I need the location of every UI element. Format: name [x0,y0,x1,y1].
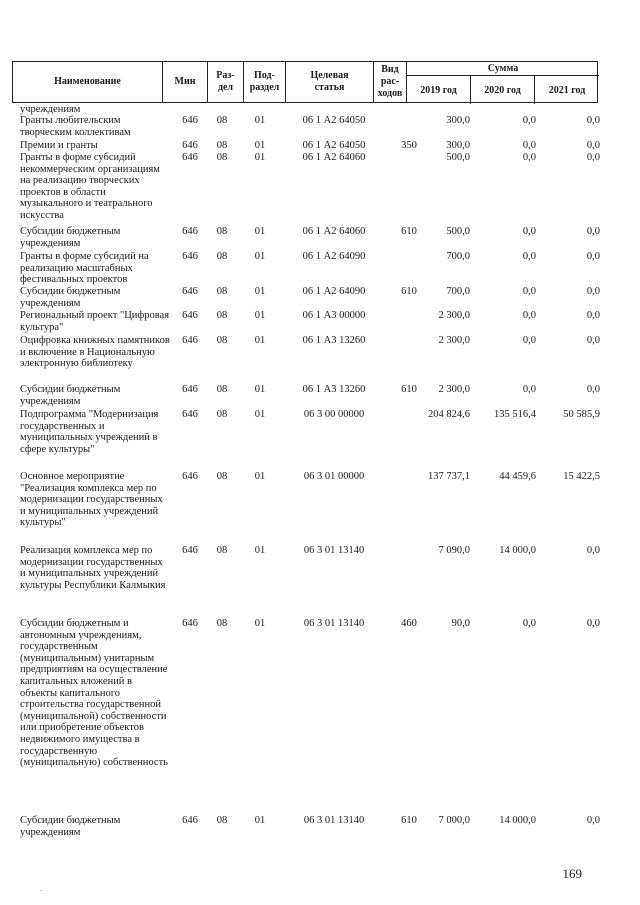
cell-y21: 0,0 [586,286,600,297]
cell-prz: 01 [254,815,266,826]
header-celevaya: Целевая статья [286,62,374,102]
cell-y21: 0,0 [586,618,600,629]
cell-name: Премии и гранты [20,140,98,151]
cell-name: Субсидии бюджетным учреждениям [20,815,121,838]
cell-rz: 08 [216,226,228,237]
cell-vr: 610 [401,226,417,237]
cell-name: Субсидии бюджетным учреждениям [20,226,121,249]
cell-cel: 06 1 А2 64060 [302,226,366,237]
cell-y20: 0,0 [522,286,536,297]
cell-cel: 06 3 01 13140 [303,815,365,826]
cell-y19: 204 824,6 [428,409,470,420]
cell-y21: 0,0 [586,815,600,826]
cell-rz: 08 [216,384,228,395]
cell-rz: 08 [216,545,228,556]
cell-vr: 460 [401,618,417,629]
cell-name: Субсидии бюджетным учреждениям [20,286,121,309]
cell-name: Субсидии бюджетным учреждениям [20,384,121,407]
cell-y19: 7 000,0 [438,815,470,826]
cell-prz: 01 [254,471,266,482]
cell-y20: 14 000,0 [499,545,536,556]
cell-y20: 0,0 [522,140,536,151]
header-summa: Сумма [407,62,599,76]
cell-y20: 0,0 [522,115,536,126]
cell-prz: 01 [254,384,266,395]
cell-min: 646 [182,471,198,482]
cell-y19: 300,0 [446,140,470,151]
cell-y19: 137 737,1 [428,471,470,482]
cell-prz: 01 [254,140,266,151]
cell-y21: 0,0 [586,310,600,321]
cell-rz: 08 [216,251,228,262]
cell-name: Гранты любительским творческим коллективам [20,115,131,138]
cell-y21: 0,0 [586,545,600,556]
cell-name: Реализация комплекса мер по модернизации государственных и муниципальных учреждений культуры Республики Калмыкия [20,545,166,591]
cell-rz: 08 [216,409,228,420]
cell-rz: 08 [216,335,228,346]
cell-name: Региональный проект "Цифровая культура" [20,310,170,333]
cell-y21: 0,0 [586,335,600,346]
cell-cel: 06 1 А2 64090 [302,286,366,297]
cell-vr: 350 [401,140,417,151]
cell-name: Гранты в форме субсидий некоммерческим организациям на реализацию творческих проектов в области музыкального и театрального искусства [20,152,160,221]
cell-min: 646 [182,545,198,556]
cell-y19: 2 300,0 [438,335,470,346]
cell-prz: 01 [254,618,266,629]
cell-vr: 610 [401,384,417,395]
cell-rz: 08 [216,618,228,629]
cell-rz: 08 [216,286,228,297]
cell-cel: 06 3 00 00000 [303,409,365,420]
cell-y20: 44 459,6 [499,471,536,482]
cell-min: 646 [182,618,198,629]
cell-prz: 01 [254,251,266,262]
cell-y19: 7 090,0 [438,545,470,556]
cell-rz: 08 [216,310,228,321]
cell-cel: 06 3 01 00000 [303,471,365,482]
cell-rz: 08 [216,815,228,826]
cell-y21: 0,0 [586,152,600,163]
cell-y20: 0,0 [522,310,536,321]
cell-prz: 01 [254,286,266,297]
cell-cel: 06 1 А2 64050 [302,140,366,151]
cell-vr: 610 [401,815,417,826]
cell-min: 646 [182,286,198,297]
cell-prz: 01 [254,545,266,556]
header-2020: 2020 год [471,76,535,104]
table-header [12,61,598,103]
cell-vr: 610 [401,286,417,297]
cell-prz: 01 [254,152,266,163]
cell-y21: 0,0 [586,251,600,262]
cell-y19: 300,0 [446,115,470,126]
header-podrazdel: Под- раздел [244,62,286,102]
cell-y21: 0,0 [586,226,600,237]
cell-name: Основное мероприятие "Реализация комплекса мер по модернизации государственных и муниципальных учреждений культуры" [20,471,163,529]
cell-y21: 0,0 [586,115,600,126]
cell-cel: 06 3 01 13140 [303,545,365,556]
cell-y19: 2 300,0 [438,310,470,321]
cell-cel: 06 3 01 13140 [303,618,365,629]
page-number: 169 [562,866,582,881]
cell-rz: 08 [216,115,228,126]
cell-y20: 0,0 [522,335,536,346]
cell-y21: 15 422,5 [563,471,600,482]
header-min: Мин [163,62,208,102]
cell-y20: 0,0 [522,152,536,163]
cell-prz: 01 [254,115,266,126]
cell-y19: 700,0 [446,286,470,297]
header-name: Наименование [13,62,163,102]
cell-cel: 06 1 А2 64050 [302,115,366,126]
cell-min: 646 [182,226,198,237]
cell-min: 646 [182,251,198,262]
cell-name: Оцифровка книжных памятников и включение в Национальную электронную библиотеку [20,335,170,370]
cell-y21: 0,0 [586,140,600,151]
cell-y19: 90,0 [451,618,470,629]
cell-name: Субсидии бюджетным и автономным учреждениям, государственным (муниципальным) унитарным предприятиям на осуществление капитальных вложений в объекты капитального строительства государственной (муниципальной) собственности или приобретение объектов недвижимого имущества в государственную (муниципальную) собственность [20,618,168,769]
cell-min: 646 [182,115,198,126]
cell-y20: 0,0 [522,384,536,395]
cell-name: учреждениям [20,104,81,115]
cell-rz: 08 [216,471,228,482]
cell-min: 646 [182,335,198,346]
cell-min: 646 [182,152,198,163]
footer-mark: . [40,884,42,893]
cell-rz: 08 [216,152,228,163]
cell-y21: 0,0 [586,384,600,395]
cell-cel: 06 1 А3 00000 [302,310,366,321]
cell-min: 646 [182,815,198,826]
cell-cel: 06 1 А3 13260 [302,384,366,395]
cell-y19: 500,0 [446,226,470,237]
cell-cel: 06 1 А2 64090 [302,251,366,262]
cell-prz: 01 [254,409,266,420]
cell-y19: 700,0 [446,251,470,262]
cell-y20: 135 516,4 [494,409,536,420]
cell-cel: 06 1 А3 13260 [302,335,366,346]
cell-y20: 0,0 [522,251,536,262]
cell-y20: 0,0 [522,226,536,237]
cell-y21: 50 585,9 [563,409,600,420]
cell-name: Гранты в форме субсидий на реализацию масштабных фестивальных проектов [20,251,149,286]
cell-name: Подпрограмма "Модернизация государственных и муниципальных учреждений в сфере культуры" [20,409,159,455]
header-2019: 2019 год [407,76,471,104]
cell-y20: 14 000,0 [499,815,536,826]
header-vid: Вид рас- ходов [374,62,407,102]
cell-cel: 06 1 А2 64060 [302,152,366,163]
cell-prz: 01 [254,226,266,237]
cell-rz: 08 [216,140,228,151]
cell-y19: 2 300,0 [438,384,470,395]
cell-min: 646 [182,140,198,151]
cell-y19: 500,0 [446,152,470,163]
cell-min: 646 [182,310,198,321]
cell-prz: 01 [254,310,266,321]
cell-min: 646 [182,409,198,420]
cell-y20: 0,0 [522,618,536,629]
cell-prz: 01 [254,335,266,346]
header-2021: 2021 год [548,84,586,96]
header-razdel: Раз- дел [208,62,244,102]
cell-min: 646 [182,384,198,395]
